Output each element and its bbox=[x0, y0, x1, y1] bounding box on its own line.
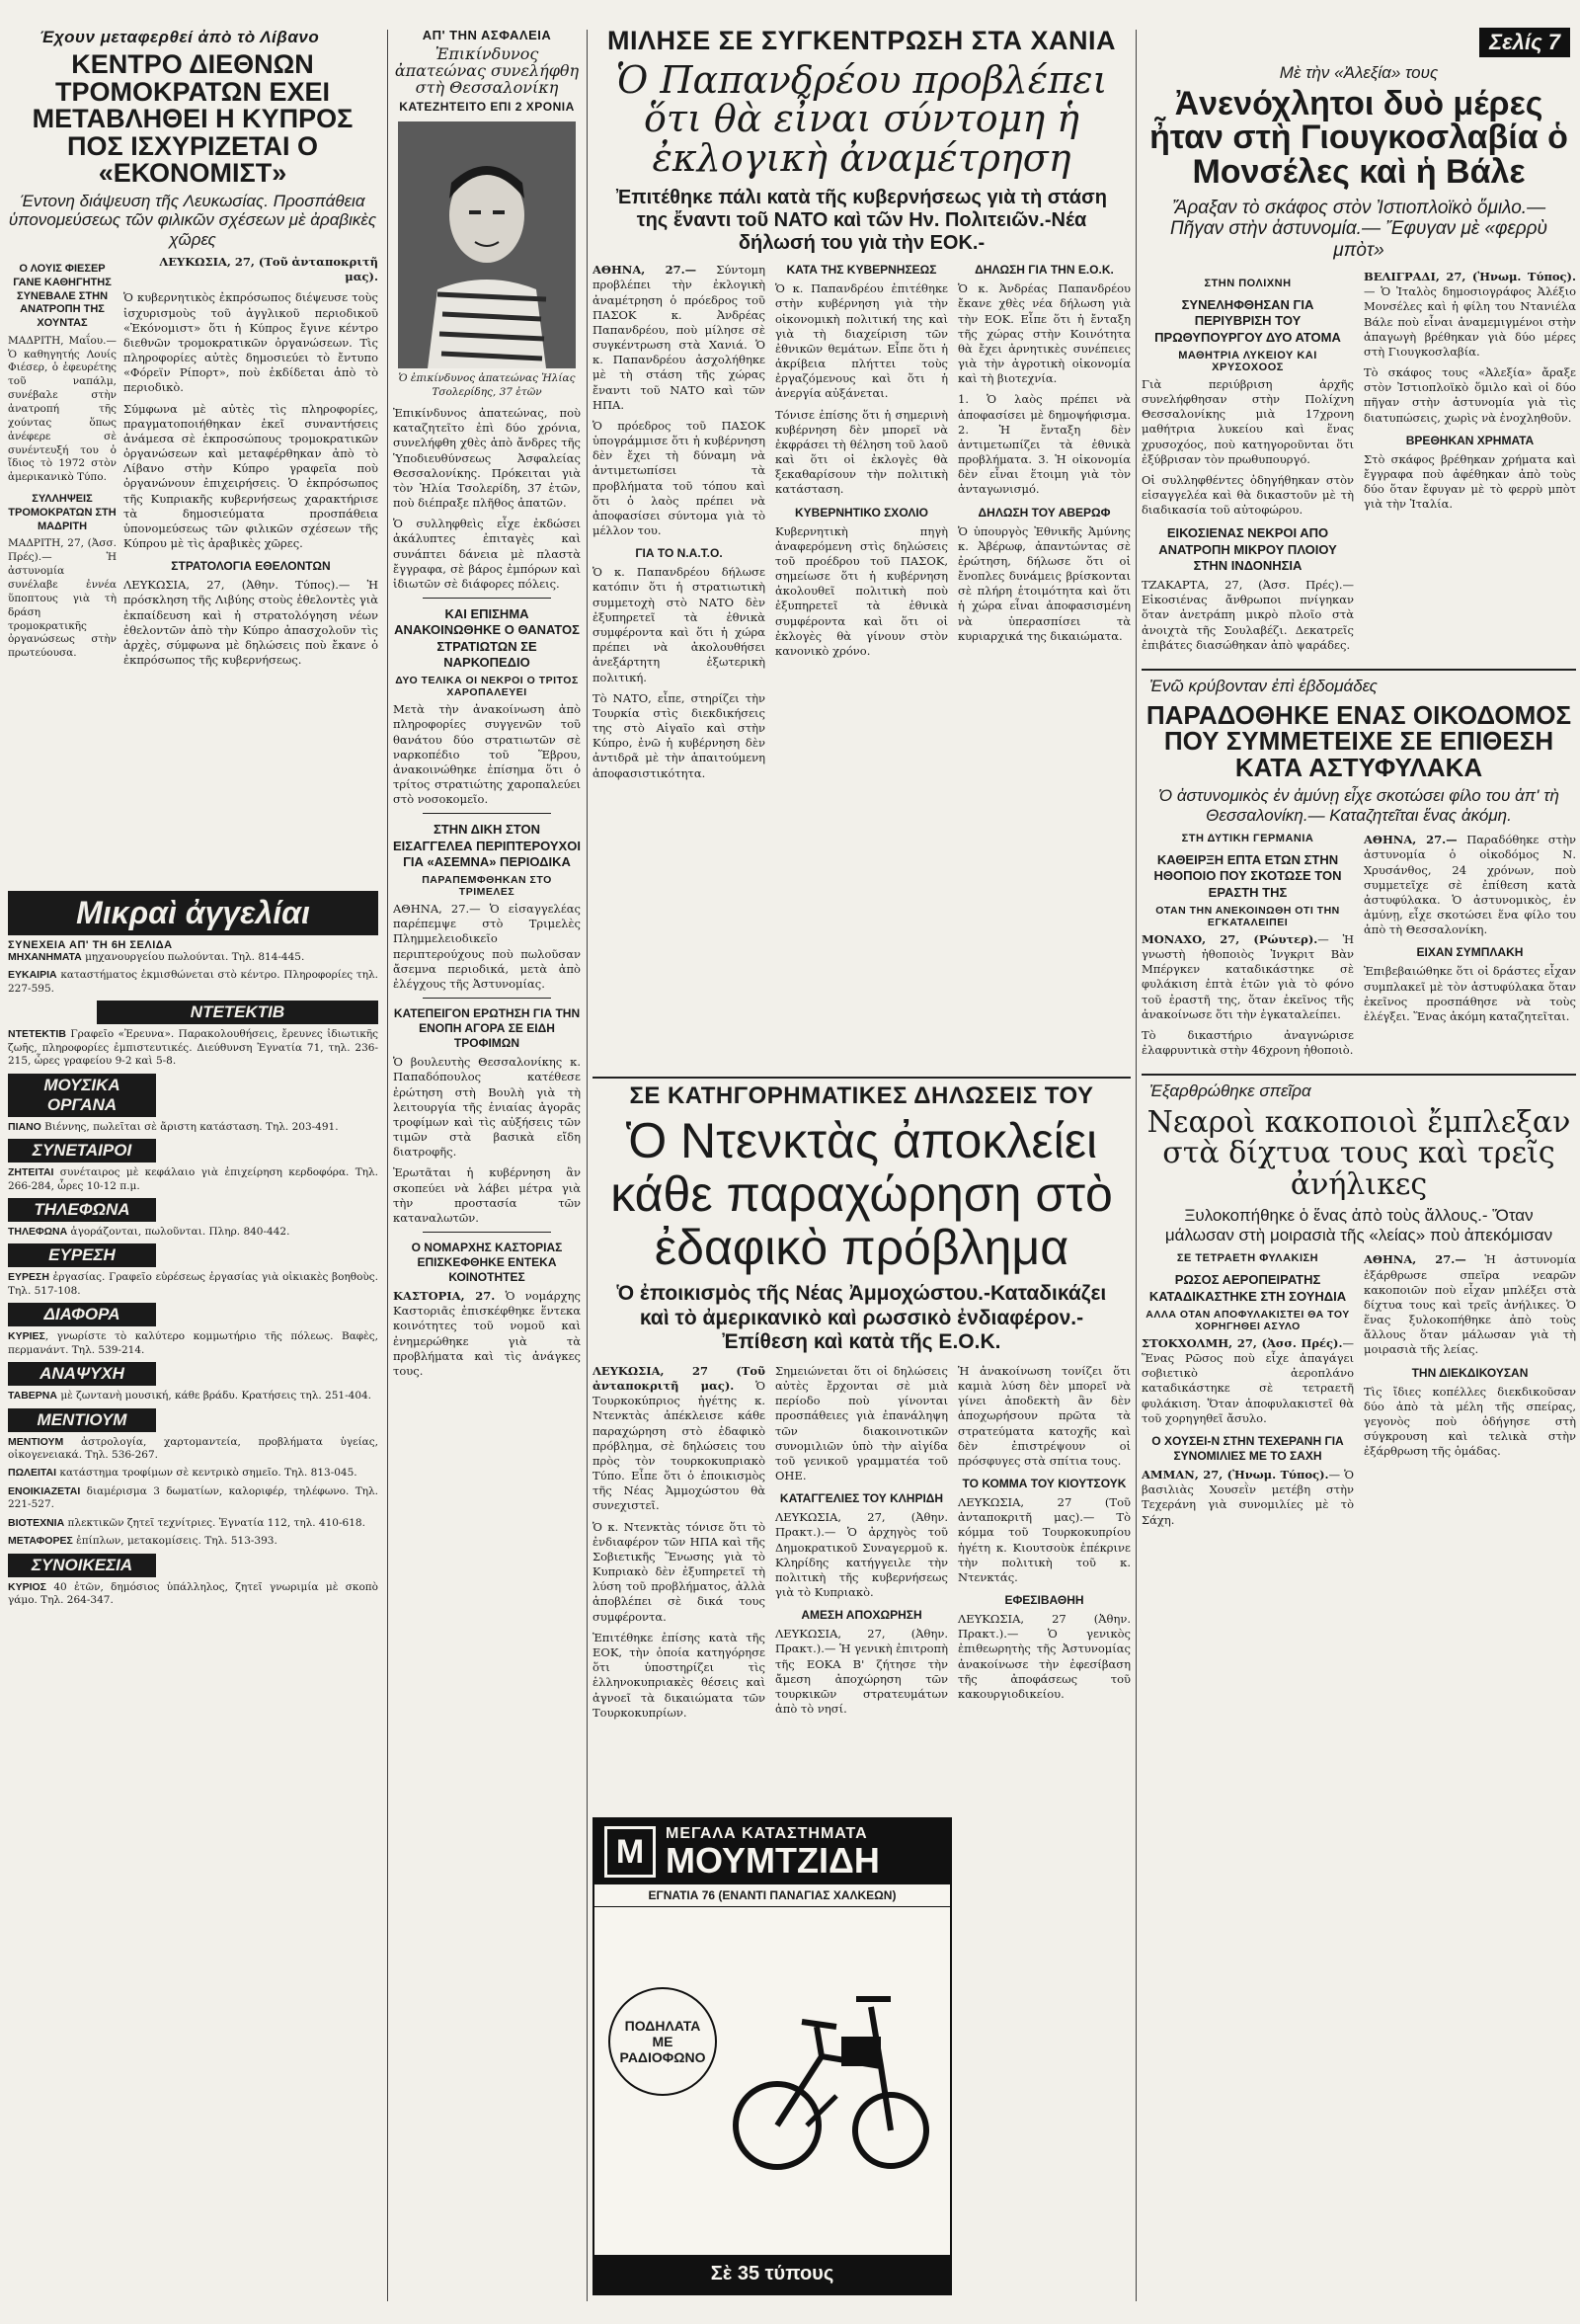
advert-line1: ΜΕΓΑΛΑ ΚΑΤΑΣΤΗΜΑΤΑ bbox=[666, 1825, 868, 1842]
left-side-subs bbox=[8, 255, 117, 667]
side-body-1: ΜΑΔΡΙΤΗ, Μαΐου.— Ὁ καθηγητής Λουίς Φιέσερ, ὁ ἐφευρέτης τοῦ ναπάλμ, συνέβαλε στὴν ἀνατροπή τῆς χούντας ὅπως ἀνέφερε σὲ συνέντευξή του ὁ ἴδιος τὸ 1972 στὸν ἀμερικανικὸ Τύπο. bbox=[8, 334, 117, 484]
left-main-body bbox=[123, 255, 378, 674]
classified-ad: ΠΩΛΕΙΤΑΙ κατάστημα τροφίμων σὲ κεντρικὸ σημεῖο. Τηλ. 813-045. bbox=[8, 1467, 357, 1480]
classified-ad: ΜΕΤΑΦΟΡΕΣ ἐπίπλων, μετακομίσεις. Τηλ. 513-393. bbox=[8, 1535, 277, 1548]
papandreou-body-10: Ὁ ὑπουργὸς Ἐθνικῆς Ἀμύνης κ. Ἀβέρωφ, ἀπαντώντας σὲ ἐρώτηση, δήλωσε ὅτι οἱ ἔνοπλες δυνάμεις βρίσκονται σὲ πλήρη ἑτοιμότητα καὶ ὅτι ἡ χώρα εἶναι ἀποφασισμένη νὰ ὑπερασπίσει τὰ κυριαρχικά της δικαιώματα. bbox=[958, 523, 1131, 643]
band-phones: ΤΗΛΕΦΩΝΑ bbox=[8, 1198, 156, 1222]
advert-brand: ΜΟΥΜΤΖΙΔΗ bbox=[666, 1840, 880, 1881]
security-body-6: Ἐρωτᾶται ἡ κυβέρνηση ἂν σκοπεύει νὰ λάβει μέτρα γιὰ τὴν προστασία τῶν καταναλωτῶν. bbox=[393, 1165, 581, 1225]
advert-badge: ΠΟΔΗΛΑΤΑ ΜΕ ΡΑΔΙΟΦΩΝΟ bbox=[608, 1987, 717, 2096]
security-column bbox=[393, 28, 581, 2309]
side-body-2: ΜΑΔΡΙΤΗ, 27, (Ἀσσ. Πρές).— Ἡ ἀστυνομία συνέλαβε ἐννέα ὕποπτους γιὰ τὴ δράση τρομοκρατικῆς ὀργανώσεως στὴν πρωτεύουσα. bbox=[8, 537, 117, 660]
denktash-body-8: ΛΕΥΚΩΣΙΑ, 27 (Τοῦ ἀνταποκριτῆ μας).— Τὸ κόμμα τοῦ Τουρκοκυπρίου ἡγέτη κ. Κιουτσοὺκ ἐπέκρινε τὴν πολιτικὴ τοῦ κ. Ντενκτάς. bbox=[958, 1495, 1131, 1584]
builder-col-2 bbox=[1364, 833, 1576, 1064]
teens-body-1: ΣΤΟΚΧΟΛΜΗ, 27, (Ἀσσ. Πρές).— Ἕνας Ρῶσος ποὺ εἶχε ἀπαγάγει σοβιετικὸ ἀεροπλάνο καταδικάστηκε σὲ τετραετῆ φυλάκιση. Ὅταν ἀποφυλακιστεῖ θὰ τοῦ χορηγηθεῖ ἄσυλο. bbox=[1142, 1335, 1354, 1425]
classified-ad: ΕΥΚΑΙΡΙΑ καταστήματος ἐκμισθώνεται στὸ κέντρο. Πληροφορίες τηλ. 227-595. bbox=[8, 969, 378, 995]
papandreou-body-1: ΑΘΗΝΑ, 27.— Σύντομη προβλέπει τὴν ἐκλογικὴ ἀναμέτρηση ὁ πρόεδρος τοῦ ΠΑΣΟΚ κ. Ἀνδρέας Παπανδρέου, ποὺ μίλησε σὲ συγκέντρωση στὰ Χανιά. Ὁ κ. Παπανδρέου ἀσχολήθηκε μὲ τὴ στάση τῆς χώρας ἔναντι τοῦ ΝΑΤΟ καὶ τῶν ΗΠΑ. bbox=[592, 263, 765, 412]
alexia-deck: Ἄραξαν τὸ σκάφος στὸν Ἰστιοπλοϊκὸ ὅμιλο.— Πῆγαν στὴν ἀστυνομία.— Ἔφυγαν μὲ «φερρὺ μπὸτ» bbox=[1169, 197, 1547, 262]
builder-sub-1-kicker: ΣΤΗ ΔΥΤΙΚΗ ΓΕΡΜΑΝΙΑ bbox=[1181, 833, 1314, 845]
security-body-3: Μετὰ τὴν ἀνακοίνωση ἀπὸ πληροφορίες συγγενῶν τοῦ θανάτου δύο στρατιωτῶν σὲ ναρκοπέδιο τοῦ Ἕβρου, ἀνακοινώθηκε ἐπίσημα ὅτι ὁ τρίτος στρατιώτης χαροπαλεύει στὸ νοσοκομεῖο. bbox=[393, 702, 581, 807]
denktash-col-2 bbox=[775, 1364, 948, 1726]
denktash-col-3 bbox=[958, 1364, 1131, 1726]
denktash-col-1 bbox=[592, 1364, 765, 1726]
classified-ad: ΝΤΕΤΕΚΤΙΒ Γραφεῖο «Ἐρευνα». Παρακολουθήσεις, ἔρευνες ἰδιωτικῆς ζωῆς, πληροφορίες ἐμπιστευτικές. Διεύθυνση Ἐγνατία 71, τηλ. 236-215, ὧρες γραφείου 9-2 καὶ 5-8. bbox=[8, 1028, 378, 1068]
right-body-1: Γιὰ περιύβριση ἀρχῆς συνελήφθησαν στὴν Πολίχνη Θεσσαλονίκης μιὰ 17χρονη μαθήτρια λυκείου καὶ ἕνας χρυσοχόος, ποὺ κατηγοροῦνται ὅτι ἐξύβρισαν τὸν πρωθυπουργό. bbox=[1142, 376, 1354, 466]
teens-body-2: ΑΜΜΑΝ, 27, (Ἠνωμ. Τύπος).— Ὁ βασιλιὰς Χουσεῒν μετέβη στὴν Τεχεράνη γιὰ συνομιλίες μὲ τὸ Σάχη. bbox=[1142, 1467, 1354, 1527]
papandreou-story bbox=[592, 28, 1131, 1075]
advert-logo-icon: M bbox=[604, 1826, 656, 1878]
classified-ad: ΜΕΝΤΙΟΥΜ ἀστρολογία, χαρτομαντεία, προβλήματα ὑγείας, οἰκογενειακά. Τηλ. 536-267. bbox=[8, 1435, 378, 1461]
builder-body-2: Τὸ δικαστήριο ἀναγνώρισε ἐλαφρυντικὰ στὴν 46χρονη ἠθοποιὸ. bbox=[1142, 1027, 1354, 1058]
teens-headline: Νεαροὶ κακοποιοὶ ἔμπλεξαν στὰ δίχτυα τους καὶ τρεῖς ἀνήλικες bbox=[1146, 1104, 1571, 1202]
denktash-dateline: ΛΕΥΚΩΣΙΑ, 27 (Τοῦ ἀνταποκριτῆ μας). bbox=[592, 1363, 765, 1394]
security-sub-3: ΚΑΤΕΠΕΙΓΟΝ ΕΡΩΤΗΣΗ ΓΙΑ ΤΗΝ ΕΝΟΠΗ ΑΓΟΡΑ ΣΕ ΕΙΔΗ ΤΡΟΦΙΜΩΝ bbox=[393, 1006, 581, 1051]
page-label: Σελίς 7 bbox=[1479, 28, 1570, 57]
papandreou-body-3: Ὁ κ. Παπανδρέου δήλωσε κατόπιν ὅτι ἡ στρατιωτικὴ συμμετοχὴ στὸ ΝΑΤΟ δὲν ἐξυπηρετεῖ τὰ ἐθνικὰ συμφέροντα καὶ ὅτι ἡ χώρα πρέπει νὰ ἀκολουθήσει ἀνεξάρτητη ἐξωτερικὴ πολιτική. bbox=[592, 565, 765, 684]
rule bbox=[1142, 669, 1576, 671]
column-divider bbox=[387, 30, 388, 2301]
right-body-3: ΤΖΑΚΑΡΤΑ, 27, (Ἀσσ. Πρές).— Εἰκοσιένας ἄνθρωποι πνίγηκαν ὅταν ἀνετράπη μικρὸ πλοῖο στὰ ἀνοιχτὰ τῆς Σουλαβέζι. Δεκατρεῖς ἐπιβάτες διασώθηκαν ἀπὸ ψαράδες. bbox=[1142, 578, 1354, 652]
security-sub-2-deck: ΠΑΡΑΠΕΜΦΘΗΚΑΝ ΣΤΟ ΤΡΙΜΕΛΕΣ bbox=[422, 874, 552, 899]
denktash-body-2: Ὁ κ. Ντενκτὰς τόνισε ὅτι τὸ ἐνδιαφέρον τῶν ΗΠΑ καὶ τῆς Σοβιετικῆς Ἕνωσης γιὰ τὸ Κυπριακὸ δὲν ἐξυπηρετεῖ τὴ λύση τοῦ προβλήματος, ἀλλὰ ἀποβλέπει σὲ δικά τους συμφέροντα. bbox=[592, 1519, 765, 1624]
security-sub-2: ΣΤΗΝ ΔΙΚΗ ΣΤΟΝ ΕΙΣΑΓΓΕΛΕΑ ΠΕΡΙΠΤΕΡΟΥΧΟΙ ΓΙΑ «ΑΣΕΜΝΑ» ΠΕΡΙΟΔΙΚΑ bbox=[393, 822, 581, 869]
denktash-deck: Ὁ ἐποικισμὸς τῆς Νέας Ἀμμοχώστου.-Καταδικάζει καὶ τὸ ἀμερικανικὸ καὶ ρωσσικὸ ἐνδιαφέρον.- Ἐπίθεση καὶ κατὰ τῆς Ε.Ο.Κ. bbox=[616, 1282, 1107, 1353]
right-sub-1: ΣΥΝΕΛΗΦΘΗΣΑΝ ΓΙΑ ΠΕΡΙΥΒΡΙΣΗ ΤΟΥ ΠΡΩΘΥΠΟΥΡΓΟΥ ΔΥΟ ΑΤΟΜΑ bbox=[1154, 297, 1341, 345]
classified-ad: ΕΥΡΕΣΗ ἐργασίας. Γραφεῖο εὑρέσεως ἐργασίας γιὰ οἰκιακὲς βοηθοὺς. Τηλ. 517-108. bbox=[8, 1271, 378, 1297]
advert-title bbox=[666, 1825, 940, 1879]
right-body-6: Στὸ σκάφος βρέθηκαν χρήματα καὶ ἔγγραφα ποὺ ἀφέθηκαν ἀπὸ τοὺς δύο ὅταν ἔφυγαν μὲ τὸ φερρὺ μπὸτ γιὰ τὴν Ἰταλία. bbox=[1364, 451, 1576, 512]
classifieds-title: Μικραὶ ἀγγελίαι bbox=[8, 891, 378, 935]
papandreou-body-9: 1. Ὁ λαὸς πρέπει νὰ ἀποφασίσει μὲ δημοψήφισμα. 2. Ἡ ἔνταξη δὲν ἀντιμετωπίζει τὰ ἐθνικὰ προβλήματα. 3. Ἡ οἰκονομία δὲν εἶναι ἕτοιμη γιὰ τὸν ἀνταγωνισμό. bbox=[958, 392, 1131, 497]
advert-header bbox=[594, 1819, 950, 1884]
teens-sub-2: ΤΗΝ ΔΙΕΚΔΙΚΟΥΣΑΝ bbox=[1411, 1365, 1529, 1380]
right-sub-2: ΕΙΚΟΣΙΕΝΑΣ ΝΕΚΡΟΙ ΑΠΟ ΑΝΑΤΡΟΠΗ ΜΙΚΡΟΥ ΠΛΟΙΟΥ ΣΤΗΝ ΙΝΔΟΝΗΣΙΑ bbox=[1158, 525, 1337, 573]
papandreou-sub-averof: ΔΗΛΩΣΗ ΤΟΥ ΑΒΕΡΩΦ bbox=[978, 505, 1111, 520]
classified-ad: ΒΙΟΤΕΧΝΙΑ πλεκτικῶν ζητεῖ τεχνίτριες. Ἐγνατία 112, τηλ. 410-618. bbox=[8, 1516, 365, 1529]
teens-kicker: Ἐξαρθρώθηκε σπεῖρα bbox=[1149, 1082, 1311, 1101]
classified-ad: ΜΗΧΑΝΗΜΑΤΑ μηχανουργείου πωλούνται. Τηλ. 814-445. bbox=[8, 951, 305, 963]
rule bbox=[423, 813, 551, 814]
band-misc: ΔΙΑΦΟΡΑ bbox=[8, 1303, 156, 1326]
right-body-4: ΒΕΛΙΓΡΑΔΙ, 27, (Ἠνωμ. Τύπος).— Ὁ Ἰταλὸς δημοσιογράφος Ἀλέξιο Μονσέλες καὶ ἡ φίλη του Ντανιέλα Βάλε ποὺ εἶναι ἀναμεμιγμένοι στὴν ἀπαγωγὴ βρέθηκαν γιὰ δύο μέρες στὴ Γιουγκοσλαβία. bbox=[1364, 270, 1576, 359]
rule bbox=[423, 1232, 551, 1233]
rule bbox=[423, 598, 551, 599]
teens-sub-1: ΡΩΣΟΣ ΑΕΡΟΠΕΙΡΑΤΗΣ ΚΑΤΑΔΙΚΑΣΤΗΚΕ ΣΤΗ ΣΟΥΗΔΙΑ bbox=[1148, 1272, 1347, 1304]
papandreou-sub-eec: ΔΗΛΩΣΗ ΓΙΑ ΤΗΝ Ε.Ο.Κ. bbox=[975, 263, 1114, 278]
rule bbox=[423, 998, 551, 999]
papandreou-col-2 bbox=[775, 263, 948, 787]
band-marriage: ΣΥΝΟΙΚΕΣΙΑ bbox=[8, 1554, 156, 1577]
band-leisure: ΑΝΑΨΥΧΗ bbox=[8, 1362, 156, 1386]
papandreou-body-4: Τὸ ΝΑΤΟ, εἶπε, στηρίζει τὴν Τουρκία στὶς διεκδικήσεις της στὸ Αἰγαῖο καὶ στὴν Κύπρο, ἐνῶ ἡ κυβέρνηση δὲν ἀντιδρᾶ μὲ τὴν ἀπαιτούμενη ἀποφασιστικότητα. bbox=[592, 690, 765, 780]
denktash-kicker: ΣΕ ΚΑΤΗΓΟΡΗΜΑΤΙΚΕΣ ΔΗΛΩΣΕΙΣ ΤΟΥ bbox=[629, 1082, 1094, 1109]
denktash-story bbox=[592, 1077, 1131, 2311]
papandreou-col-1 bbox=[592, 263, 765, 787]
security-body-7: ΚΑΣΤΟΡΙΑ, 27. Ὁ νομάρχης Καστοριᾶς ἐπισκέφθηκε ἕντεκα κοινότητες τοῦ νομοῦ καὶ ἐνημερώθηκε γιὰ τὰ προβλήματα καὶ τὶς ἀνάγκες τους. bbox=[393, 1289, 581, 1378]
security-body-1: Ἐπικίνδυνος ἀπατεώνας, ποὺ καταζητεῖτο ἐπὶ δύο χρόνια, συνελήφθη χθὲς ἀπὸ ἄνδρες τῆς Ὑποδιευθύνσεως Ἀσφαλείας Θεσσαλονίκης. Πρόκειται γιὰ τὸν Ἠλία Τσολερίδη, 37 ἐτῶν, ποὺ διέπραξε πλῆθος ἀπατῶν. bbox=[393, 406, 581, 511]
portrait-illustration bbox=[398, 121, 576, 368]
right-body-2: Οἱ συλληφθέντες ὁδηγήθηκαν στὸν εἰσαγγελέα καὶ θὰ δικαστοῦν μὲ τὴ διαδικασία τοῦ αὐτοφώρου. bbox=[1142, 472, 1354, 518]
teens-body-4: Τὶς ἴδιες κοπέλλες διεκδικοῦσαν δύο ἀπὸ τὰ μέλη τῆς σπείρας, γεγονὸς ποὺ ὁδήγησε στὴ σύγκρουση καὶ τελικὰ στὴν ἐξάρθρωση τῆς ὁμάδας. bbox=[1364, 1384, 1576, 1459]
papandreou-col-3 bbox=[958, 263, 1131, 787]
left-body-2: Σύμφωνα μὲ αὐτὲς τὶς πληροφορίες, πραγματοποιήθηκαν ἐκεῖ συναντήσεις ἀνάμεσα σὲ ἐκπροσώπους τρομοκρατικῶν ὀργανώσεων καὶ μεταφέρθηκαν ἀπὸ τὸ Λίβανο στὴν Κύπρο γραφεῖα ποὺ ὀργανώνουν ἐπιχειρήσεις. Ὁ ἐκπρόσωπος τῆς Κυπριακῆς κυβερνήσεως χαρακτήρισε τὰ δημοσιεύματα προσπάθεια ὑπονομεύσεως τῶν φιλικῶν σχέσεων τῆς Κύπρου μὲ τὶς ἀραβικὲς χῶρες. bbox=[123, 401, 378, 551]
builder-kicker: Ἐνῶ κρύβονταν ἐπὶ ἑβδομάδες bbox=[1149, 677, 1378, 695]
papandreou-kicker: ΜΙΛΗΣΕ ΣΕ ΣΥΓΚΕΝΤΡΩΣΗ ΣΤΑ ΧΑΝΙΑ bbox=[607, 28, 1116, 55]
builder-sub-1-dateline: ΜΟΝΑΧΟ, 27, (Ρώυτερ). bbox=[1142, 931, 1318, 946]
security-body-5: Ὁ βουλευτὴς Θεσσαλονίκης κ. Παπαδόπουλος κατέθεσε ἐρώτηση στὴ Βουλὴ γιὰ τὴ λειτουργία τῆς ἑνιαίας ἀγορᾶς τροφίμων καὶ τὶς αὐξήσεις τῶν τιμῶν στὰ βασικὰ εἴδη διατροφῆς. bbox=[393, 1055, 581, 1160]
left-sub-3: ΣΤΡΑΤΟΛΟΓΙΑ ΕΘΕΛΟΝΤΩΝ bbox=[171, 559, 331, 574]
papandreou-sub-comment: ΚΥΒΕΡΝΗΤΙΚΟ ΣΧΟΛΙΟ bbox=[794, 505, 928, 520]
denktash-body-9: ΛΕΥΚΩΣΙΑ, 27 (Ἀθην. Πρακτ.).— Ὁ γενικὸς ἐπιθεωρητὴς τῆς Ἀστυνομίας ἀνακοίνωσε τὴν ἐφεσίβαση τῆς ἀποφάσεως τοῦ κακουργιοδικείου. bbox=[958, 1612, 1131, 1701]
suspect-photo bbox=[398, 121, 576, 368]
denktash-body-5: ΛΕΥΚΩΣΙΑ, 27, (Ἀθην. Πρακτ.).— Ὁ ἀρχηγὸς τοῦ Δημοκρατικοῦ Συναγερμοῦ κ. Κληρίδης κατήγγειλε τὴν πολιτικὴ τῆς κυβερνήσεως γιὰ τὸ Κυπριακὸ. bbox=[775, 1510, 948, 1600]
papandreou-sub-government: ΚΑΤΑ ΤΗΣ ΚΥΒΕΡΝΗΣΕΩΣ bbox=[786, 263, 937, 278]
builder-dateline: ΑΘΗΝΑ, 27.— bbox=[1364, 833, 1458, 847]
teens-columns bbox=[1142, 1252, 1576, 1533]
denktash-body-6: ΛΕΥΚΩΣΙΑ, 27, (Ἀθην. Πρακτ.).— Ἡ γενικὴ ἐπιτροπὴ τῆς ΕΟΚΑ Β' ζήτησε τὴν ἄμεση ἀποχώρηση τῶν τουρκικῶν στρατευμάτων ἀπὸ τὸ νησί. bbox=[775, 1627, 948, 1717]
teens-col-1 bbox=[1142, 1252, 1354, 1533]
builder-headline: ΠΑΡΑΔΟΘΗΚΕ ΕΝΑΣ ΟΙΚΟΔΟΜΟΣ ΠΟΥ ΣΥΜΜΕΤΕΙΧΕ ΣΕ ΕΠΙΘΕΣΗ ΚΑΤΑ ΑΣΤΥΦΥΛΑΚΑ bbox=[1146, 699, 1572, 782]
builder-col-1 bbox=[1142, 833, 1354, 1064]
papandreou-dateline: ΑΘΗΝΑ, 27.— bbox=[592, 263, 697, 278]
builder-sub-1: ΚΑΘΕΙΡΞΗ ΕΠΤΑ ΕΤΩΝ ΣΤΗΝ ΗΘΟΠΟΙΟ ΠΟΥ ΣΚΟΤΩΣΕ ΤΟΝ ΕΡΑΣΤΗ ΤΗΣ bbox=[1153, 852, 1342, 900]
right-body-5: Τὸ σκάφος τους «Ἀλεξία» ἄραξε στὸν Ἰστιοπλοϊκὸ ὅμιλο καὶ οἱ δύο πῆγαν στὴν ἀστυνομία γιὰ τὶς διατυπώσεις, χωρὶς νὰ ἐνοχληθοῦν. bbox=[1364, 365, 1576, 425]
security-deck: ΚΑΤΕΖΗΤΕΙΤΟ ΕΠΙ 2 ΧΡΟΝΙΑ bbox=[399, 100, 575, 115]
teens-deck: Ξυλοκοπήθηκε ὁ ἕνας ἀπὸ τοὺς ἄλλους.- Ὅταν μάλωσαν στὴ μοιρασιὰ τῆς «λείας» ποὺ ἀπεκόμισαν bbox=[1164, 1206, 1553, 1244]
papandreou-sub-nato: ΓΙΑ ΤΟ Ν.Α.Τ.Ο. bbox=[635, 546, 723, 561]
column-divider bbox=[1136, 30, 1137, 2301]
moumtzidi-advert bbox=[592, 1817, 952, 2295]
teens-sub-1-dateline: ΣΤΟΚΧΟΛΜΗ, 27, (Ἀσσ. Πρές). bbox=[1142, 1335, 1343, 1350]
builder-columns bbox=[1142, 833, 1576, 1064]
advert-footer: Σὲ 35 τύπους bbox=[594, 2255, 950, 2293]
security-body-2: Ὁ συλληφθεὶς εἶχε ἐκδώσει ἀκάλυπτες ἐπιταγὲς καὶ συνάπτει δάνεια μὲ πλαστὰ ἔγγραφα, σὲ βάρος ἐμπόρων καὶ ἰδιωτῶν σὲ διάφορες πόλεις. bbox=[393, 517, 581, 591]
security-sub-1-deck: ΔΥΟ ΤΕΛΙΚΑ ΟΙ ΝΕΚΡΟΙ Ο ΤΡΙΤΟΣ ΧΑΡΟΠΑΛΕΥΕΙ bbox=[395, 675, 579, 699]
builder-deck: Ὁ ἀστυνομικὸς ἐν ἀμύνῃ εἶχε σκοτώσει φίλο του ἀπ' τὴ Θεσσαλονίκη.— Καταζητεῖται ἕνας ἀκόμη. bbox=[1158, 786, 1559, 825]
teens-col-2 bbox=[1364, 1252, 1576, 1533]
bicycle-illustration bbox=[723, 1938, 940, 2195]
teens-sub-1-kicker: ΣΕ ΤΕΤΡΑΕΤΗ ΦΥΛΑΚΙΣΗ bbox=[1176, 1252, 1319, 1265]
left-body-1: Ὁ κυβερνητικὸς ἐκπρόσωπος διέψευσε τοὺς ἰσχυρισμοὺς τοῦ ἀγγλικοῦ περιοδικοῦ «Ἐκόνομιστ» ὅτι ἡ Κύπρος ἔγινε κέντρο διεθνῶν τρομοκρατικῶν ὀργανώσεων. Τὶς πληροφορίες αὐτὲς δημοσιεύει τὸ ἔντυπο «Φόρεϊν Ρίπορτ», ποὺ ἐκδίδεται ἀπὸ τὸ περιοδικὸ. bbox=[123, 290, 378, 395]
denktash-body-7: Ἡ ἀνακοίνωση τονίζει ὅτι καμιὰ λύση δὲν μπορεῖ νὰ γίνει ἀποδεκτὴ ἂν δὲν ἀποχωρήσουν πρῶτα τὰ στρατεύματα κατοχῆς καὶ δὲν ἐπιστρέψουν οἱ πρόσφυγες στὰ σπίτια τους. bbox=[958, 1363, 1131, 1468]
right-sub-3: ΒΡΕΘΗΚΑΝ ΧΡΗΜΑΤΑ bbox=[1405, 433, 1535, 447]
left-dateline: ΛΕΥΚΩΣΙΑ, 27, (Τοῦ ἀνταποκριτῆ μας). bbox=[159, 255, 378, 284]
alexia-kicker: Μὲ τὴν «Ἀλεξία» τους bbox=[1279, 63, 1439, 82]
classified-ad: ΚΥΡΙΕΣ, γνωρίστε τὸ καλύτερο κομμωτήριο τῆς πόλεως. Βαφὲς, περμανάντ. Τηλ. 539-214. bbox=[8, 1330, 378, 1356]
classified-ad: ΤΗΛΕΦΩΝΑ ἀγοράζονται, πωλοῦνται. Πληρ. 840-442. bbox=[8, 1225, 290, 1238]
builder-body-1: ΜΟΝΑΧΟ, 27, (Ρώυτερ).— Ἡ γνωστὴ ἠθοποιὸς Ἰνγκριτ Βὰν Μπέργκεν καταδικάστηκε σὲ φυλάκιση ἑπτὰ ἐτῶν γιὰ τὸ φόνο τοῦ ἐραστῆ της, ὅταν ἐκεῖνος τῆς ἀνακοίνωσε ὅτι τὴν ἐγκαταλείπει. bbox=[1142, 931, 1354, 1021]
band-music: ΜΟΥΣΙΚΑ ΟΡΓΑΝΑ bbox=[8, 1074, 156, 1117]
denktash-headline: Ὁ Ντενκτὰς ἀποκλείει κάθε παραχώρηση στὸ ἐδαφικὸ πρόβλημα bbox=[610, 1113, 1113, 1276]
alexia-col-1 bbox=[1142, 270, 1354, 659]
photo-caption: Ὁ ἐπικίνδυνος ἀπατεώνας Ἠλίας Τσολερίδης, 37 ἐτῶν bbox=[398, 372, 576, 399]
security-body-4: ΑΘΗΝΑ, 27.— Ὁ εἰσαγγελέας παρέπεμψε στὸ Τριμελὲς Πλημμελειοδικεῖο περιπτερούχους ποὺ πωλοῦσαν ἄσεμνα περιοδικά, μετὰ ἀπὸ ἐλέγχους τῆς Ἀστυνομίας. bbox=[393, 902, 581, 991]
papandreou-columns bbox=[592, 263, 1131, 787]
advert-address: ΕΓΝΑΤΙΑ 76 (ΕΝΑΝΤΙ ΠΑΝΑΓΙΑΣ ΧΑΛΚΕΩΝ) bbox=[594, 1884, 950, 1907]
papandreou-deck: Ἐπιτέθηκε πάλι κατὰ τῆς κυβερνήσεως γιὰ τὴ στάση της ἔναντι τοῦ ΝΑΤΟ καὶ τῶν Ην. Πολιτειῶν.-Νέα δήλωσή του γιὰ τὴν ΕΟΚ.- bbox=[616, 187, 1107, 255]
top-headline-kicker: Έχουν μεταφερθεί ἀπὸ τὸ Λίβανο bbox=[40, 28, 320, 46]
denktash-sub-2: ΑΜΕΣΗ ΑΠΟΧΩΡΗΣΗ bbox=[801, 1608, 922, 1623]
rule bbox=[592, 1077, 1131, 1079]
builder-body-3: ΑΘΗΝΑ, 27.— Παραδόθηκε στὴν ἀστυνομία ὁ οἰκοδόμος Ν. Χρυσάνθος, 24 χρόνων, ποὺ συμμετεῖχε σὲ ἐπίθεση κατὰ ἀστυφύλακα. Ὁ ἀστυνομικὸς, ἐν ἀμύνῃ, εἶχε σκοτώσει ἕνα φίλο του ἀπὸ τὴ Θεσσαλονίκη. bbox=[1364, 833, 1576, 937]
side-sub-2: ΣΥΛΛΗΨΕΙΣ ΤΡΟΜΟΚΡΑΤΩΝ ΣΤΗ ΜΑΔΡΙΤΗ bbox=[8, 493, 117, 532]
right-sub-1-kicker: ΣΤΗΝ ΠΟΛΙΧΝΗ bbox=[1204, 278, 1292, 290]
papandreou-body-6: Τόνισε ἐπίσης ὅτι ἡ σημερινὴ κυβέρνηση δὲν μπορεῖ νὰ ἐκφράσει τὴ θέληση τοῦ λαοῦ καὶ ὅτι οἱ ἐκλογὲς θὰ ξεκαθαρίσουν τὴν πολιτικὴ κατάσταση. bbox=[775, 407, 948, 497]
papandreou-body-8: Ὁ κ. Ἀνδρέας Παπανδρέου ἔκανε χθὲς νέα δήλωση γιὰ τὴν ΕΟΚ. Εἶπε ὅτι ἡ ἔνταξη τῆς χώρας στὴν Κοινότητα θὰ ἔχει ἀρνητικὲς συνέπειες γιὰ τὴν ἀγροτικὴ οἰκονομία καὶ τὴ βιοτεχνία. bbox=[958, 281, 1131, 386]
security-sub-4: Ο ΝΟΜΑΡΧΗΣ ΚΑΣΤΟΡΙΑΣ ΕΠΙΣΚΕΦΘΗΚΕ ΕΝΤΕΚΑ ΚΟΙΝΟΤΗΤΕΣ bbox=[411, 1241, 563, 1285]
classified-ad: ΤΑΒΕΡΝΑ μὲ ζωντανὴ μουσική, κάθε βράδυ. Κρατήσεις τηλ. 251-404. bbox=[8, 1390, 372, 1402]
alexia-dateline: ΒΕΛΙΓΡΑΔΙ, 27, (Ἠνωμ. Τύπος). bbox=[1364, 270, 1576, 284]
teens-dateline: ΑΘΗΝΑ, 27.— bbox=[1364, 1252, 1466, 1267]
classified-ad: ΕΝΟΙΚΙΑΖΕΤΑΙ διαμέρισμα 3 δωματίων, καλοριφέρ, τηλέφωνο. Τηλ. 221-527. bbox=[8, 1484, 378, 1511]
classified-ad: ΖΗΤΕΙΤΑΙ συνέταιρος μὲ κεφάλαιο γιὰ ἐπιχείρηση κερδοφόρα. Τηλ. 266-284, ὧρες 10-12 π.μ. bbox=[8, 1166, 378, 1192]
right-column bbox=[1142, 28, 1576, 2309]
band-finding: ΕΥΡΕΣΗ bbox=[8, 1243, 156, 1267]
left-body-3: ΛΕΥΚΩΣΙΑ, 27, (Ἀθην. Τύπος).— Ἡ πρόσκληση τῆς Λιβύης στοὺς ἐθελοντὲς γιὰ ἐκπαίδευση καὶ ἡ στρατολόγηση νέων ἐθελοντῶν ἀπὸ τὴν Κύπρο ἀπασχολοῦν τὶς ἀρχὲς, σύμφωνα μὲ δηλώσεις ποὺ ἔκανε ὁ ἐκπρόσωπος τῆς κυβερνήσεως. bbox=[123, 578, 378, 668]
papandreou-body-5: Ὁ κ. Παπανδρέου ἐπιτέθηκε στὴν κυβέρνηση γιὰ τὴν οἰκονομικὴ πολιτική της καὶ γιὰ τὴ διαχείριση τῶν ἐθνικῶν θεμάτων. Εἶπε ὅτι ἡ ἀκρίβεια πλήττει τοὺς ἐργαζόμενους καὶ ὅτι ἡ ἀνεργία αὐξάνεται. bbox=[775, 281, 948, 401]
denktash-sub-4: ΕΦΕΣΙΒΑΘΗΗ bbox=[1004, 1593, 1084, 1608]
papandreou-headline: Ὁ Παπανδρέου προβλέπει ὅτι θὰ εἶναι σύντομη ἡ ἐκλογικὴ ἀναμέτρηση bbox=[615, 57, 1108, 181]
band-partners: ΣΥΝΕΤΑΙΡΟΙ bbox=[8, 1139, 156, 1162]
column-divider bbox=[587, 30, 588, 2301]
top-headline: ΚΕΝΤΡΟ ΔΙΕΘΝΩΝ ΤΡΟΜΟΚΡΑΤΩΝ ΕΧΕΙ ΜΕΤΑΒΛΗΘΕΙ Η ΚΥΠΡΟΣ ΠΟΣ ΙΣΧΥΡΙΖΕΤΑΙ Ο «ΕΚΟΝΟΜΙΣΤ» bbox=[32, 49, 354, 189]
alexia-col-2 bbox=[1364, 270, 1576, 659]
builder-sub-1-deck: ΟΤΑΝ ΤΗΝ ΑΝΕΚΟΙΝΩΘΗ ΟΤΙ ΤΗΝ ΕΓΚΑΤΑΛΕΙΠΕΙ bbox=[1155, 904, 1340, 928]
top-deck: Έντονη διάψευση τῆς Λευκωσίας. Προσπάθεια ὑπονομεύσεως τῶν φιλικῶν σχέσεων μὲ ἀραβικὲς χῶρες bbox=[8, 191, 377, 249]
left-column bbox=[0, 28, 385, 2309]
teens-sub-3: Ο ΧΟΥΣΕΙ-Ν ΣΤΗΝ ΤΕΧΕΡΑΝΗ ΓΙΑ ΣΥΝΟΜΙΛΙΕΣ ΜΕ ΤΟ ΣΑΧΗ bbox=[1151, 1433, 1344, 1463]
denktash-sub-1: ΚΑΤΑΓΓΕΛΙΕΣ ΤΟΥ ΚΛΗΡΙΔΗ bbox=[779, 1491, 944, 1506]
band-detective: ΝΤΕΤΕΚΤΙΒ bbox=[97, 1001, 378, 1024]
denktash-sub-3: ΤΟ ΚΟΜΜΑ ΤΟΥ ΚΙΟΥΤΣΟΥΚ bbox=[962, 1477, 1127, 1491]
denktash-body-3: Ἐπιτέθηκε ἐπίσης κατὰ τῆς ΕΟΚ, τὴν ὁποία κατηγόρησε ὅτι ὑποστηρίζει τὶς ἑλληνοκυπριακὲς θέσεις καὶ ἀγνοεῖ τὰ δικαιώματα τῶν Τουρκοκυπρίων. bbox=[592, 1630, 765, 1720]
papandreou-body-2: Ὁ πρόεδρος τοῦ ΠΑΣΟΚ ὑπογράμμισε ὅτι ἡ κυβέρνηση δὲν ἔχει τὴ δύναμη νὰ ἀντιμετωπίσει τὰ προβλήματα τοῦ τόπου καὶ ὅτι ὁ λαὸς πρέπει νὰ ἀποφασίσει σύντομα γιὰ τὸ μέλλον του. bbox=[592, 418, 765, 538]
alexia-headline: Ἀνενόχλητοι δυὸ μέρες ἦταν στὴ Γιουγκοσλαβία ὁ Μονσέλες καὶ ἡ Βάλε bbox=[1149, 84, 1568, 191]
rule bbox=[1142, 1074, 1576, 1076]
classifieds-section bbox=[8, 887, 378, 1613]
teens-sub-1-deck: ΑΛΛΑ ΟΤΑΝ ΑΠΟΦΥΛΑΚΙΣΤΕΙ ΘΑ ΤΟΥ ΧΟΡΗΓΗΘΕΙ ΑΣΥΛΟ bbox=[1146, 1308, 1350, 1332]
right-sub-1-deck: ΜΑΘΗΤΡΙΑ ΛΥΚΕΙΟΥ ΚΑΙ ΧΡΥΣΟΧΟΟΣ bbox=[1178, 349, 1317, 373]
builder-sub-2: ΕΙΧΑΝ ΣΥΜΠΛΑΚΗ bbox=[1416, 945, 1524, 960]
papandreou-body-7: Κυβερνητικὴ πηγὴ ἀναφερόμενη στὶς δηλώσεις τοῦ προέδρου τοῦ ΠΑΣΟΚ, σημείωσε ὅτι ἡ κυβέρνηση ἀκολουθεῖ πολιτικὴ ποὺ ἐξυπηρετεῖ τὰ ἐθνικὰ συμφέροντα καὶ ὅτι οἱ ἐκλογὲς θὰ γίνουν στὸν κανονικὸ χρόνο. bbox=[775, 523, 948, 658]
security-sub-1: ΚΑΙ ΕΠΙΣΗΜΑ ΑΝΑΚΟΙΝΩΘΗΚΕ Ο ΘΑΝΑΤΟΣ ΣΤΡΑΤΙΩΤΩΝ ΣΕ ΝΑΡΚΟΠΕΔΙΟ bbox=[394, 606, 580, 670]
security-kicker: ΑΠ' ΤΗΝ ΑΣΦΑΛΕΙΑ bbox=[422, 28, 552, 42]
teens-sub-3-dateline: ΑΜΜΑΝ, 27, (Ἠνωμ. Τύπος). bbox=[1142, 1467, 1329, 1482]
denktash-columns bbox=[592, 1364, 1131, 1726]
classified-ad: ΠΙΑΝΟ Βιέννης, πωλεῖται σὲ ἄριστη κατάσταση. Τηλ. 203-491. bbox=[8, 1120, 339, 1133]
alexia-columns bbox=[1142, 270, 1576, 659]
builder-body-4: Ἐπιβεβαιώθηκε ὅτι οἱ δράστες εἶχαν συμπλακεῖ μὲ τὸν ἀστυφύλακα ὅταν ἐκεῖνος προσπάθησε νὰ τοὺς ἐλέγξει. Ἕνας ἀκόμη καταζητεῖται. bbox=[1364, 964, 1576, 1023]
side-sub-1: Ο ΛΟΥΙΣ ΦΙΕΣΕΡ ΓΑΝΕ ΚΑΘΗΓΗΤΗΣ ΣΥΝΕΒΑΛΕ ΣΤΗΝ ΑΝΑΤΡΟΠΗ ΤΗΣ ΧΟΥΝΤΑΣ bbox=[13, 263, 112, 329]
security-headline: Ἐπικίνδυνος ἀπατεώνας συνελήφθη στὴ Θεσσαλονίκη bbox=[394, 44, 580, 97]
classified-ad: ΚΥΡΙΟΣ 40 ἐτῶν, δημόσιος ὑπάλληλος, ζητεῖ γνωριμία μὲ σκοπὸ γάμο. Τηλ. 264-347. bbox=[8, 1580, 378, 1607]
classifieds-note: ΣΥΝΕΧΕΙΑ ΑΠ' ΤΗ 6Η ΣΕΛΙΔΑ bbox=[8, 939, 173, 951]
denktash-body-4: Σημειώνεται ὅτι οἱ δηλώσεις αὐτὲς ἔρχονται σὲ μιὰ περίοδο ποὺ γίνονται προσπάθειες γιὰ ἐπανάληψη τῶν διακοινοτικῶν συνομιλιῶν ὑπὸ τὴν αἰγίδα τοῦ γενικοῦ γραμματέα τοῦ ΟΗΕ. bbox=[775, 1363, 948, 1483]
teens-body-3: ΑΘΗΝΑ, 27.— Ἡ ἀστυνομία ἐξάρθρωσε σπεῖρα νεαρῶν κακοποιῶν ποὺ εἶχαν μπλέξει στὰ δίχτυα τους καὶ τρεῖς ἀνήλικες. Ὁ ἕνας ξυλοκοπήθηκε ἀπὸ τοὺς ἄλλους ὅταν μάλωσαν γιὰ τὴ μοιρασιὰ τῆς λείας. bbox=[1364, 1252, 1576, 1357]
denktash-body-1: ΛΕΥΚΩΣΙΑ, 27 (Τοῦ ἀνταποκριτῆ μας). Ὁ Τουρκοκύπριος ἡγέτης κ. Ντενκτὰς ἀπέκλεισε κάθε παραχώρηση στὸ ἐδαφικὸ πρόβλημα, σὲ δηλώσεις του πρὸς τὸν τουρκοκυπριακὸ Τύπο. Εἶπε ὅτι ὁ ἐποικισμὸς τῆς Νέας Ἀμμοχώστου θὰ συνεχιστεῖ. bbox=[592, 1363, 765, 1513]
security-sub-4-dateline: ΚΑΣΤΟΡΙΑ, 27. bbox=[393, 1289, 496, 1304]
band-medium: ΜΕΝΤΙΟΥΜ bbox=[8, 1408, 156, 1432]
